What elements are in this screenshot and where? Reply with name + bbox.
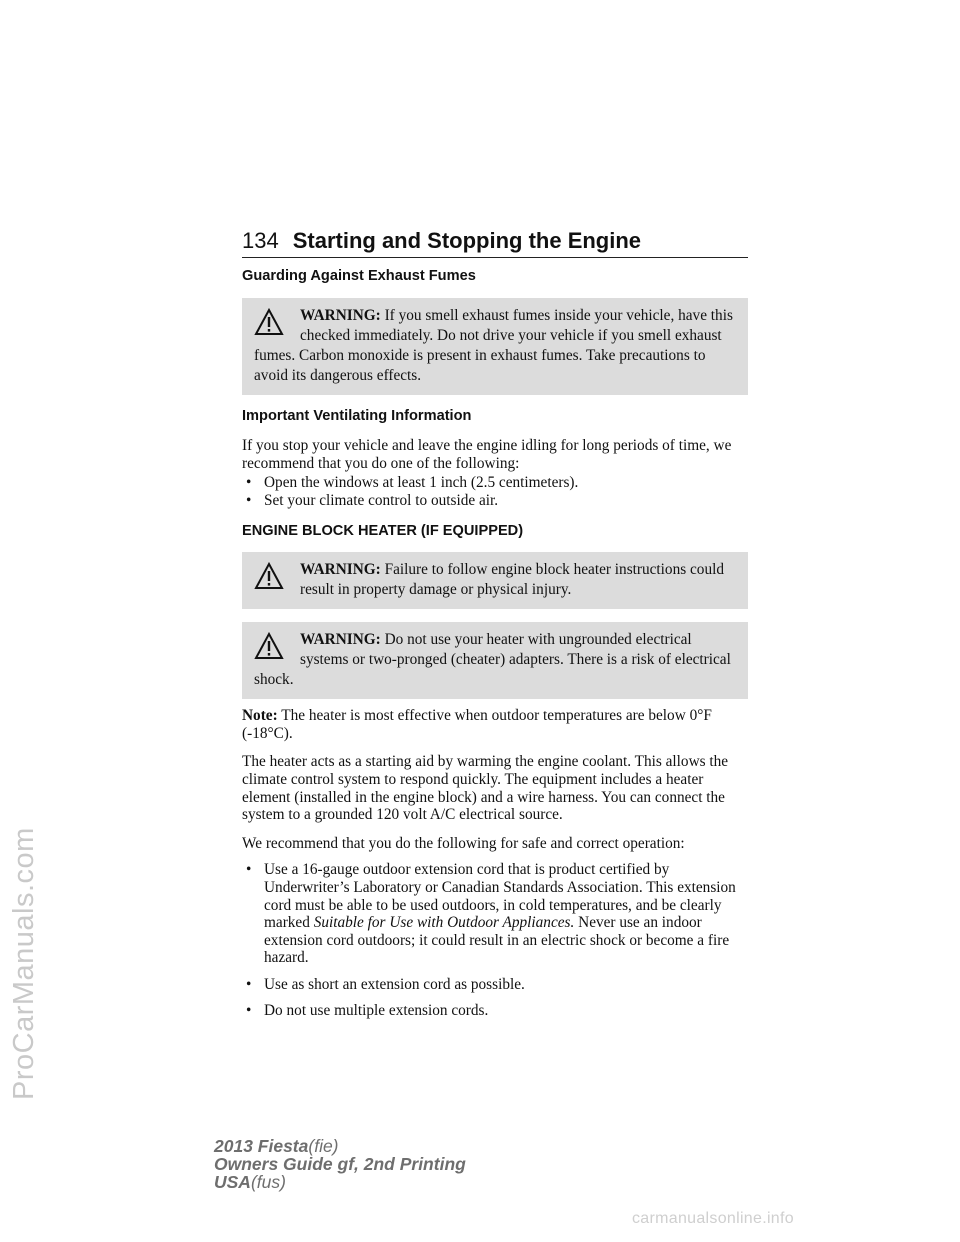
footer-market-code: (fus) (250, 1172, 286, 1192)
bullet: • (246, 1002, 252, 1020)
bullet: • (246, 474, 252, 492)
list-item-text: Open the windows at least 1 inch (2.5 centimeters). (264, 474, 579, 492)
page-footer (214, 1137, 466, 1191)
list-item (242, 492, 748, 510)
chapter-title: Starting and Stopping the Engine (292, 228, 642, 253)
warning-text: If you smell exhaust fumes inside your vehicle, have this checked immediately. Do not drive your vehicle if you smell exhaust fumes. Carbon monoxide is present in exhaust fumes. Take precautions to avoid its dangerous effects. (254, 306, 733, 384)
list-item-text: Do not use multiple extension cords. (264, 1002, 489, 1020)
warning-box-instructions (242, 552, 748, 609)
warning-text: Failure to follow engine block heater instructions could result in property damage or physical injury. (300, 561, 724, 599)
warning-label: WARNING: (300, 631, 381, 649)
list-item (242, 1002, 748, 1020)
footer-model-code: (fie) (308, 1136, 339, 1156)
warning-text: Do not use your heater with ungrounded electrical systems or two-pronged (cheater) adapters. There is a risk of electrical shock. (254, 631, 731, 689)
bullet: • (246, 861, 252, 879)
warning-triangle-icon (254, 632, 284, 660)
note-label: Note: (242, 707, 278, 725)
heading-exhaust-fumes: Guarding Against Exhaust Fumes (242, 268, 476, 284)
heading-engine-block-heater: ENGINE BLOCK HEATER (IF EQUIPPED) (242, 522, 524, 539)
warning-label: WARNING: (300, 306, 381, 324)
footer-guide: Owners Guide gf, 2nd Printing (214, 1154, 466, 1174)
bullet: • (246, 975, 252, 993)
footer-line-market (214, 1173, 466, 1191)
footer-line-guide (214, 1155, 466, 1173)
list-item-text: Use as short an extension cord as possible. (264, 975, 525, 993)
page-number: 134 (242, 228, 279, 253)
heading-ventilating: Important Ventilating Information (242, 407, 472, 424)
page-header (242, 228, 748, 258)
watermark-text: ProCarManuals.com (8, 827, 40, 1100)
warning-box-exhaust (242, 298, 748, 395)
list-item (242, 474, 748, 492)
warning-box-ungrounded (242, 622, 748, 699)
list-item-italic-text: Suitable for Use with Outdoor Appliances. (313, 914, 575, 932)
site-watermark: carmanualsonline.info (632, 1210, 794, 1227)
page-content (242, 268, 748, 1033)
list-item (242, 861, 748, 967)
list-item-text: Use a 16-gauge outdoor extension cord that is product certified by Underwriter’s Laboratory or Canadian Standards Association. This extension cord must be able to be used outdoors, in cold temperatures, and be clearly marked (264, 861, 736, 932)
footer-model: 2013 Fiesta (214, 1136, 309, 1156)
bullet: • (246, 491, 252, 509)
note-text: The heater is most effective when outdoor temperatures are below 0°F (-18°C). (242, 707, 712, 742)
warning-triangle-icon (254, 562, 284, 590)
note-paragraph (242, 707, 748, 742)
operation-list (242, 861, 748, 1020)
footer-market: USA (214, 1172, 251, 1192)
ventilating-paragraph: If you stop your vehicle and leave the engine idling for long periods of time, we recommend that you do one of the following: (242, 437, 732, 472)
ventilating-list (242, 474, 748, 509)
list-item (242, 976, 748, 994)
warning-label: WARNING: (300, 561, 381, 579)
warning-triangle-icon (254, 308, 284, 336)
list-item-text: Never use an indoor extension cord outdoors; it could result in an electric shock or become a fire hazard. (264, 914, 730, 967)
footer-line-model (214, 1137, 466, 1155)
list-item-text: Set your climate control to outside air. (264, 491, 499, 509)
recommend-paragraph: We recommend that you do the following for safe and correct operation: (242, 834, 685, 852)
heater-paragraph: The heater acts as a starting aid by warming the engine coolant. This allows the climate control system to respond quickly. The equipment includes a heater element (installed in the engine block) and a wire harness. You can connect the system to a grounded 120 volt A/C electrical source. (242, 753, 729, 824)
